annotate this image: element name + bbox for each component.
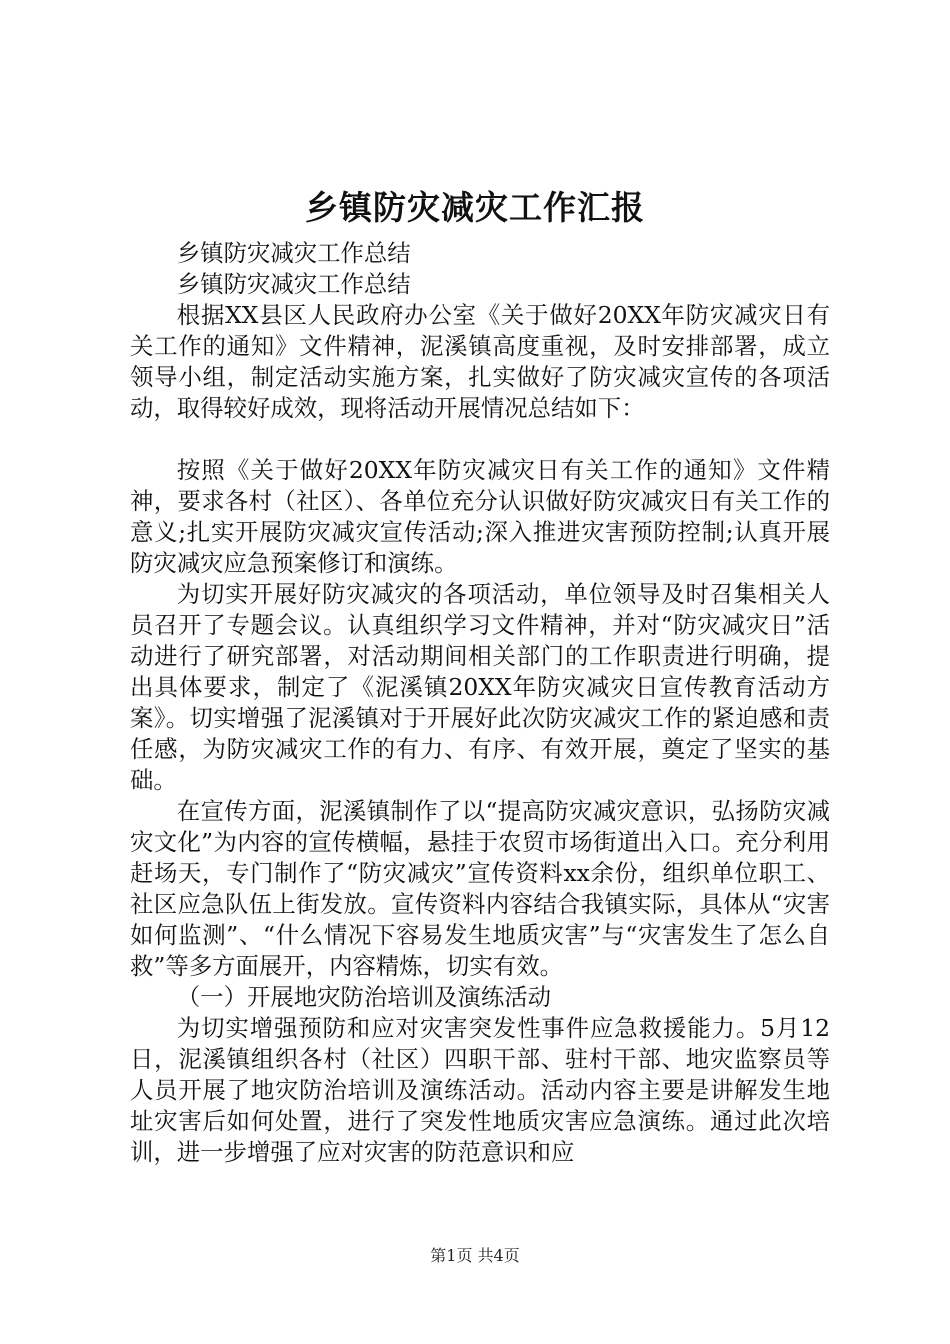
body-paragraph: 在宣传方面，泥溪镇制作了以“提高防灾减灾意识，弘扬防灾减灾文化”为内容的宣传横幅，悬挂于农贸市场街道出入口。充分利用赶场天，专门制作了“防灾减灾”宣传资料xx余份，组织单位职工、社区应急队伍上街发放。宣传资料内容结合我镇实际，具体从“灾害如何监测”、“什么情况下容易发生地质灾害”与“灾害发生了怎么自救”等多方面展开，内容精炼，切实有效。 <box>130 797 830 980</box>
body-paragraph: 根据XX县区人民政府办公室《关于做好20XX年防灾减灾日有关工作的通知》文件精神，泥溪镇高度重视，及时安排部署，成立领导小组，制定活动实施方案，扎实做好了防灾减灾宣传的各项活动，取得较好成效，现将活动开展情况总结如下： <box>130 301 830 422</box>
subtitle-line: 乡镇防灾减灾工作总结 <box>176 270 411 298</box>
body-paragraph: 为切实增强预防和应对灾害突发性事件应急救援能力。5月12日，泥溪镇组织各村（社区）四职干部、驻村干部、地灾监察员等人员开展了地灾防治培训及演练活动。活动内容主要是讲解发生地址灾害后如何处置，进行了突发性地质灾害应急演练。通过此次培训，进一步增强了应对灾害的防范意识和应 <box>130 1014 830 1166</box>
document-title: 乡镇防灾减灾工作汇报 <box>305 188 645 227</box>
body-paragraph: 按照《关于做好20XX年防灾减灾日有关工作的通知》文件精神，要求各村（社区）、各单位充分认识做好防灾减灾日有关工作的意义;扎实开展防灾减灾宣传活动;深入推进灾害预防控制;认真开展防灾减灾应急预案修订和演练。 <box>130 456 830 577</box>
subtitle-line: 乡镇防灾减灾工作总结 <box>176 239 411 267</box>
section-heading: （一）开展地灾防治培训及演练活动 <box>176 983 552 1011</box>
page-indicator: 第1页 共4页 <box>430 1246 520 1265</box>
body-paragraph: 为切实开展好防灾减灾的各项活动，单位领导及时召集相关人员召开了专题会议。认真组织学习文件精神，并对“防灾减灾日”活动进行了研究部署，对活动期间相关部门的工作职责进行明确，提出具体要求，制定了《泥溪镇20XX年防灾减灾日宣传教育活动方案》。切实增强了泥溪镇对于开展好此次防灾减灾工作的紧迫感和责任感，为防灾减灾工作的有力、有序、有效开展，奠定了坚实的基础。 <box>130 580 830 794</box>
document-body <box>130 238 830 1168</box>
